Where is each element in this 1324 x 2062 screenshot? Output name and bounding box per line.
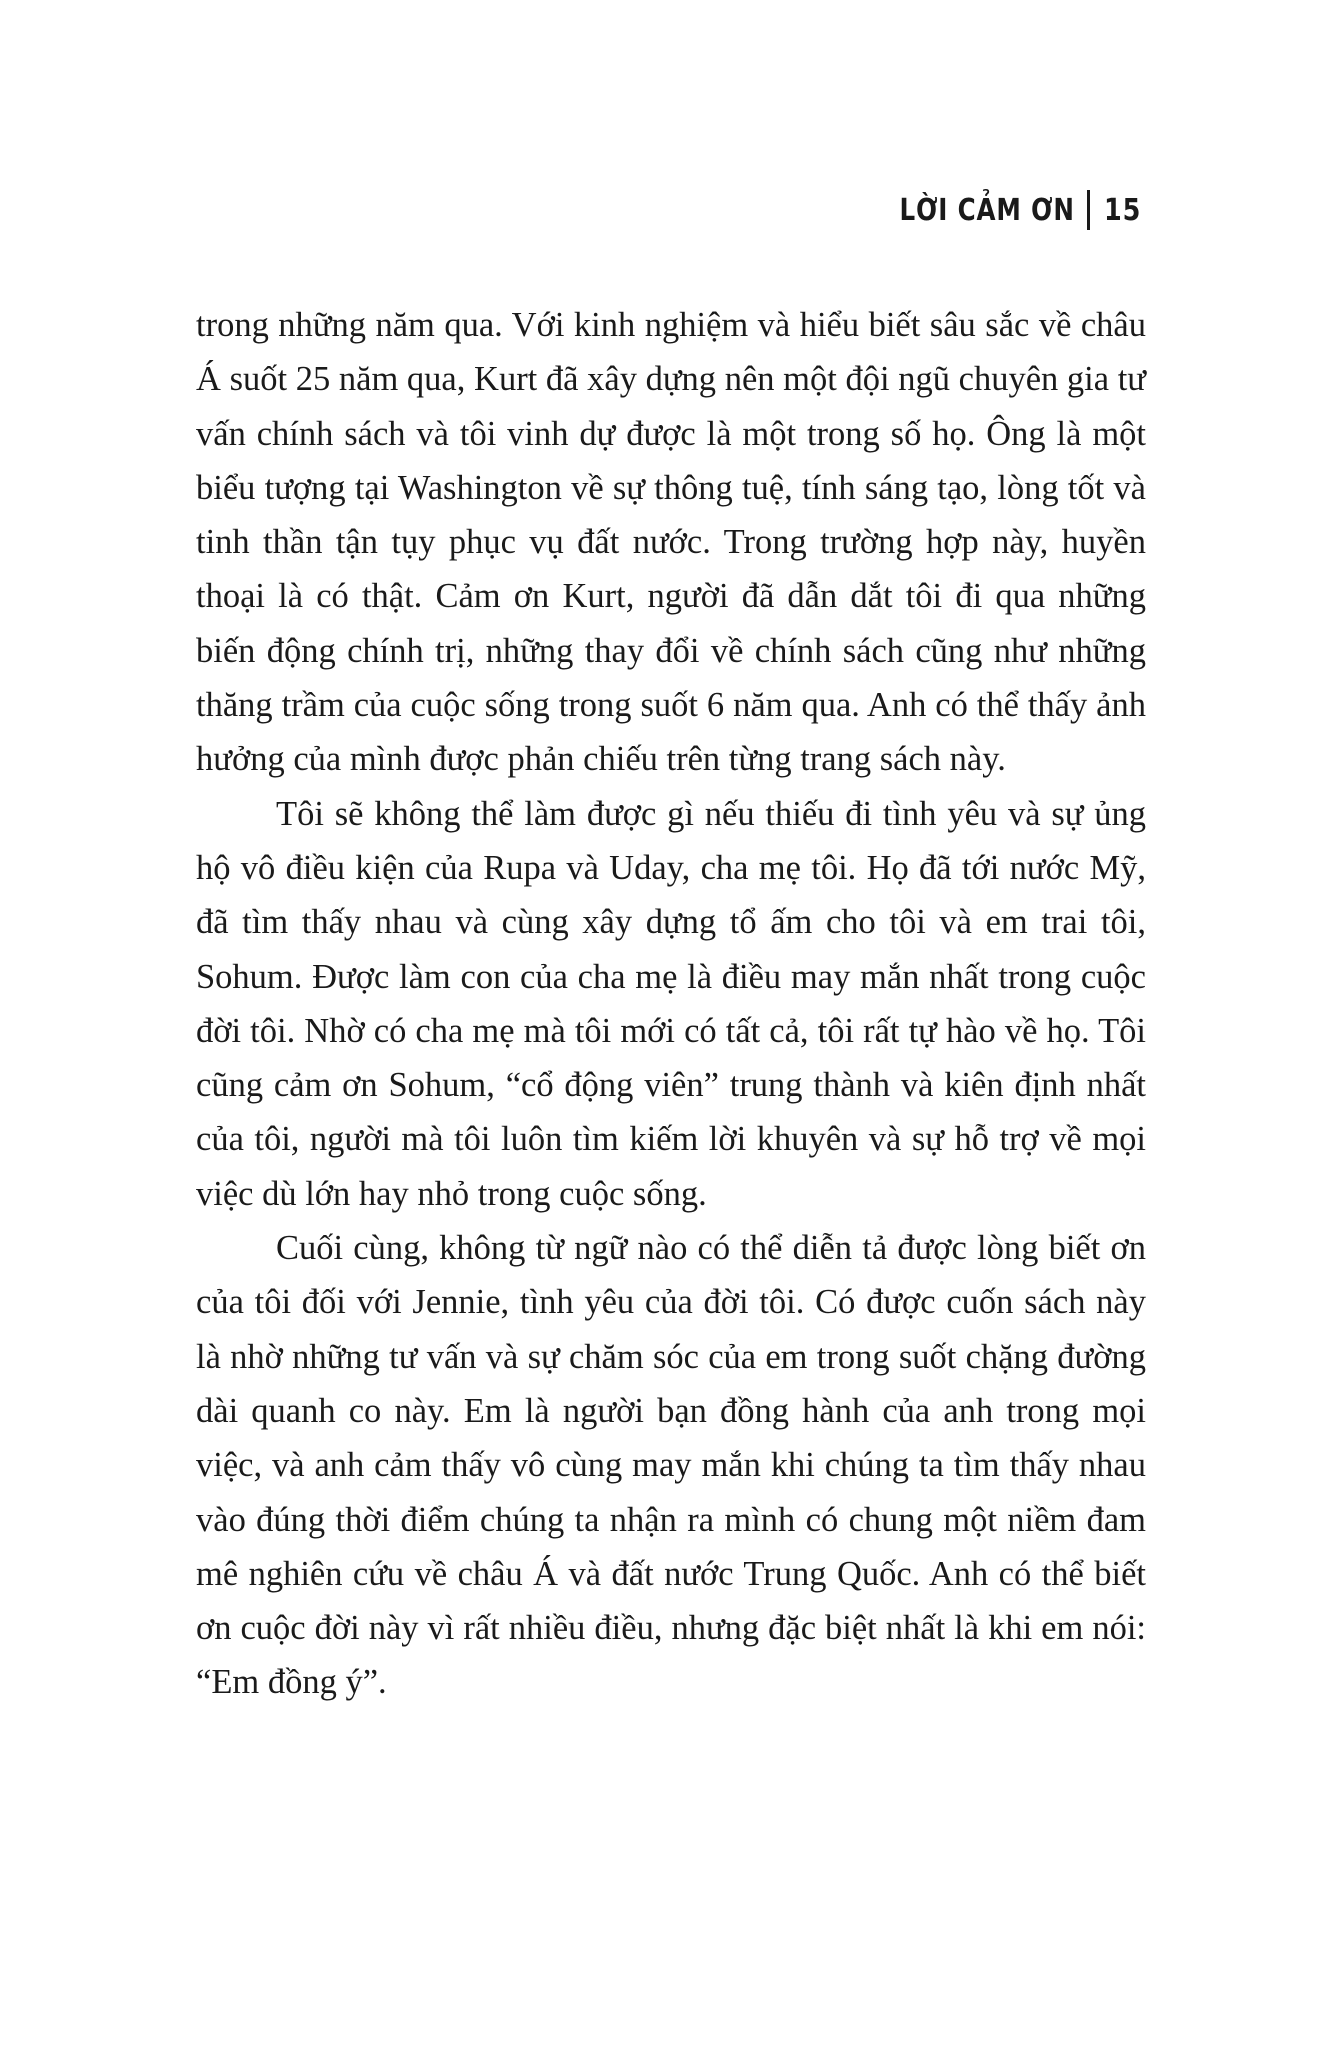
section-title: LỜI CẢM ƠN bbox=[899, 192, 1076, 228]
running-header bbox=[861, 190, 1148, 230]
paragraph-jennie: Cuối cùng, không từ ngữ nào có thể diễn tả được lòng biết ơn của tôi đối với Jennie, tình yêu của đời tôi. Có được cuốn sách này là nhờ những tư vấn và sự chăm sóc của em trong suốt chặng đường dài quanh co này. Em là người bạn đồng hành của anh trong mọi việc, và anh cảm thấy vô cùng may mắn khi chúng ta tìm thấy nhau vào đúng thời điểm chúng ta nhận ra mình có chung một niềm đam mê nghiên cứu về châu Á và đất nước Trung Quốc. Anh có thể biết ơn cuộc đời này vì rất nhiều điều, nhưng đặc biệt nhất là khi em nói: “Em đồng ý”. bbox=[196, 1229, 1146, 1702]
page-number: 15 bbox=[1104, 192, 1142, 228]
body-text bbox=[196, 298, 1146, 1710]
paragraph-parents: Tôi sẽ không thể làm được gì nếu thiếu đi tình yêu và sự ủng hộ vô điều kiện của Rupa và Uday, cha mẹ tôi. Họ đã tới nước Mỹ, đã tìm thấy nhau và cùng xây dựng tổ ấm cho tôi và em trai tôi, Sohum. Được làm con của cha mẹ là điều may mắn nhất trong cuộc đời tôi. Nhờ có cha mẹ mà tôi mới có tất cả, tôi rất tự hào về họ. Tôi cũng cảm ơn Sohum, “cổ động viên” trung thành và kiên định nhất của tôi, người mà tôi luôn tìm kiếm lời khuyên và sự hỗ trợ về mọi việc dù lớn hay nhỏ trong cuộc sống. bbox=[196, 794, 1146, 1213]
paragraph-continuation: trong những năm qua. Với kinh nghiệm và hiểu biết sâu sắc về châu Á suốt 25 năm qua, Kurt đã xây dựng nên một đội ngũ chuyên gia tư vấn chính sách và tôi vinh dự được là một trong số họ. Ông là một biểu tượng tại Washington về sự thông tuệ, tính sáng tạo, lòng tốt và tinh thần tận tụy phục vụ đất nước. Trong trường hợp này, huyền thoại là có thật. Cảm ơn Kurt, người đã dẫn dắt tôi đi qua những biến động chính trị, những thay đổi về chính sách cũng như những thăng trầm của cuộc sống trong suốt 6 năm qua. Anh có thể thấy ảnh hưởng của mình được phản chiếu trên từng trang sách này. bbox=[196, 306, 1146, 779]
header-divider bbox=[1087, 190, 1090, 230]
